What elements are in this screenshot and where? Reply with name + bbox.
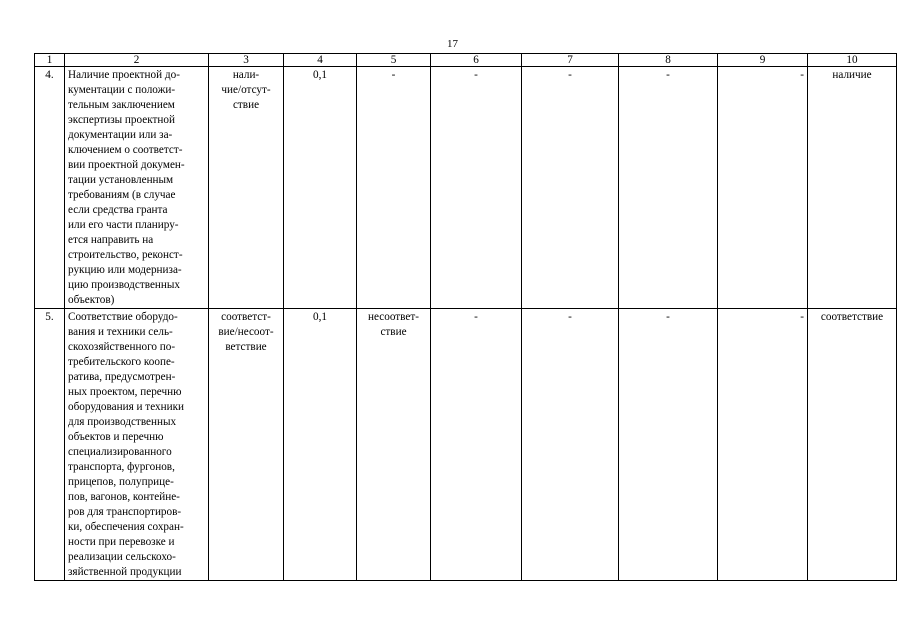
column-header: 10 <box>808 54 897 67</box>
score-cell: - <box>431 309 522 581</box>
score-cell: - <box>522 309 619 581</box>
score-cell: - <box>431 67 522 309</box>
page-number: 17 <box>447 38 458 50</box>
score-cell: - <box>522 67 619 309</box>
column-header: 7 <box>522 54 619 67</box>
column-header: 3 <box>209 54 284 67</box>
row-number: 4. <box>35 67 65 309</box>
criterion-unit: нали- чие/отсут- ствие <box>209 67 284 309</box>
score-cell: - <box>718 67 808 309</box>
column-header: 4 <box>284 54 357 67</box>
score-cell: соответствие <box>808 309 897 581</box>
column-header: 6 <box>431 54 522 67</box>
score-cell: наличие <box>808 67 897 309</box>
row-number: 5. <box>35 309 65 581</box>
criterion-name: Наличие проектной до- кументации с положи- тельным заключением экспертизы проектной документации или за- ключением о соответст- вии проектной докумен- тации установленным требованиям (в случае если средства гранта или его части планиру- ется направить на строительство, реконст- рукцию или модерниза- цию производственных объектов) <box>65 67 209 309</box>
criterion-weight: 0,1 <box>284 309 357 581</box>
table-row <box>35 309 897 581</box>
column-header: 1 <box>35 54 65 67</box>
table-row <box>35 67 897 309</box>
criterion-name: Соответствие оборудо- вания и техники сель- скохозяйственного по- требительского коопе- ратива, предусмотрен- ных проектом, перечню оборудования и техники для производственных объектов и перечню специализированного транспорта, фургонов, прицепов, полуприце- пов, вагонов, контейне- ров для транспортиров- ки, обеспечения сохран- ности при перевозке и реализации сельскохо- зяйственной продукции <box>65 309 209 581</box>
score-cell: - <box>357 67 431 309</box>
column-header: 2 <box>65 54 209 67</box>
score-cell: - <box>718 309 808 581</box>
column-number-row <box>35 54 897 67</box>
score-cell: несоответ- ствие <box>357 309 431 581</box>
column-header: 9 <box>718 54 808 67</box>
score-cell: - <box>619 67 718 309</box>
column-header: 8 <box>619 54 718 67</box>
column-header: 5 <box>357 54 431 67</box>
criterion-weight: 0,1 <box>284 67 357 309</box>
criteria-table <box>34 53 897 581</box>
criterion-unit: соответст- вие/несоот- ветствие <box>209 309 284 581</box>
score-cell: - <box>619 309 718 581</box>
